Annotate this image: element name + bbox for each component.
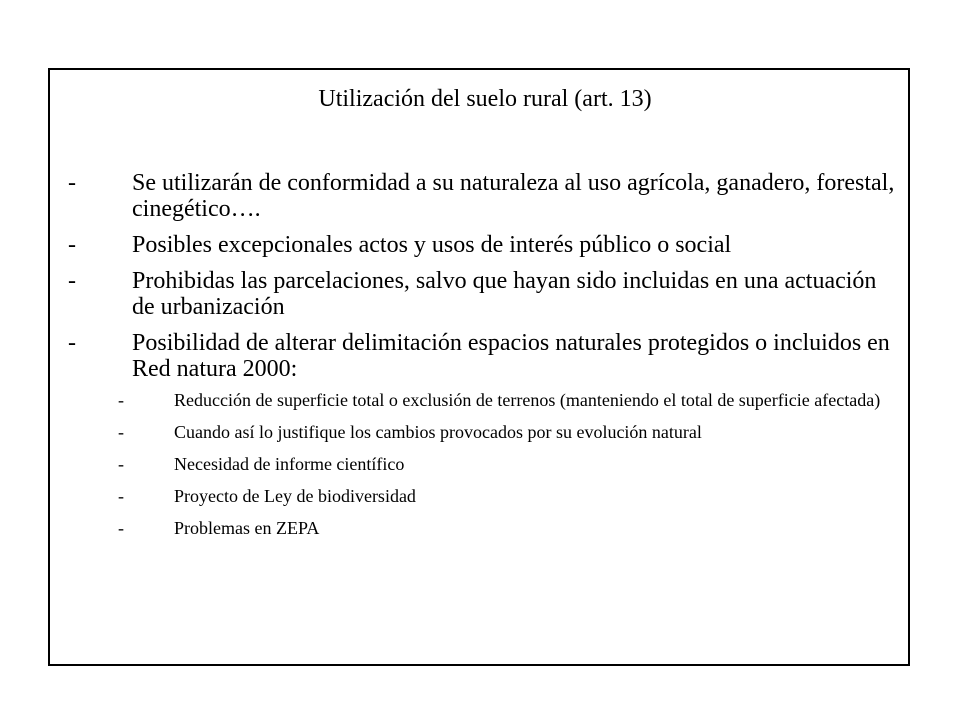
sub-bullet-item <box>50 454 908 475</box>
sub-bullet-text: Proyecto de Ley de biodiversidad <box>174 486 416 506</box>
bullet-marker: - <box>68 170 76 196</box>
sub-bullet-item <box>50 518 908 539</box>
bullet-marker: - <box>68 232 76 258</box>
sub-bullet-marker: - <box>118 390 124 410</box>
bullet-text: Posibles excepcionales actos y usos de interés público o social <box>132 232 732 258</box>
sub-bullet-marker: - <box>118 454 124 474</box>
sub-bullet-marker: - <box>118 518 124 538</box>
bullet-marker: - <box>68 268 76 294</box>
sub-bullet-marker: - <box>118 486 124 506</box>
sub-bullet-item <box>50 486 908 507</box>
sub-bullet-item <box>50 422 908 443</box>
slide-frame <box>48 68 910 666</box>
bullet-list <box>50 170 908 550</box>
sub-bullet-text: Cuando así lo justifique los cambios provocados por su evolución natural <box>174 422 702 442</box>
sub-bullet-text: Reducción de superficie total o exclusión de terrenos (manteniendo el total de superficie afectada) <box>174 390 881 410</box>
bullet-text: Prohibidas las parcelaciones, salvo que hayan sido incluidas en una actuación de urbanización <box>132 268 877 320</box>
sub-bullet-list <box>50 390 908 539</box>
bullet-item <box>50 232 908 258</box>
bullet-item <box>50 330 908 382</box>
bullet-text: Se utilizarán de conformidad a su naturaleza al uso agrícola, ganadero, forestal, cinegético…. <box>132 170 895 222</box>
bullet-marker: - <box>68 330 76 356</box>
sub-bullet-text: Necesidad de informe científico <box>174 454 405 474</box>
sub-bullet-marker: - <box>118 422 124 442</box>
sub-bullet-text: Problemas en ZEPA <box>174 518 320 538</box>
bullet-item <box>50 170 908 222</box>
bullet-text: Posibilidad de alterar delimitación espacios naturales protegidos o incluidos en Red natura 2000: <box>132 330 890 382</box>
bullet-item <box>50 268 908 320</box>
sub-bullet-item <box>50 390 908 411</box>
slide-title: Utilización del suelo rural (art. 13) <box>318 86 652 112</box>
